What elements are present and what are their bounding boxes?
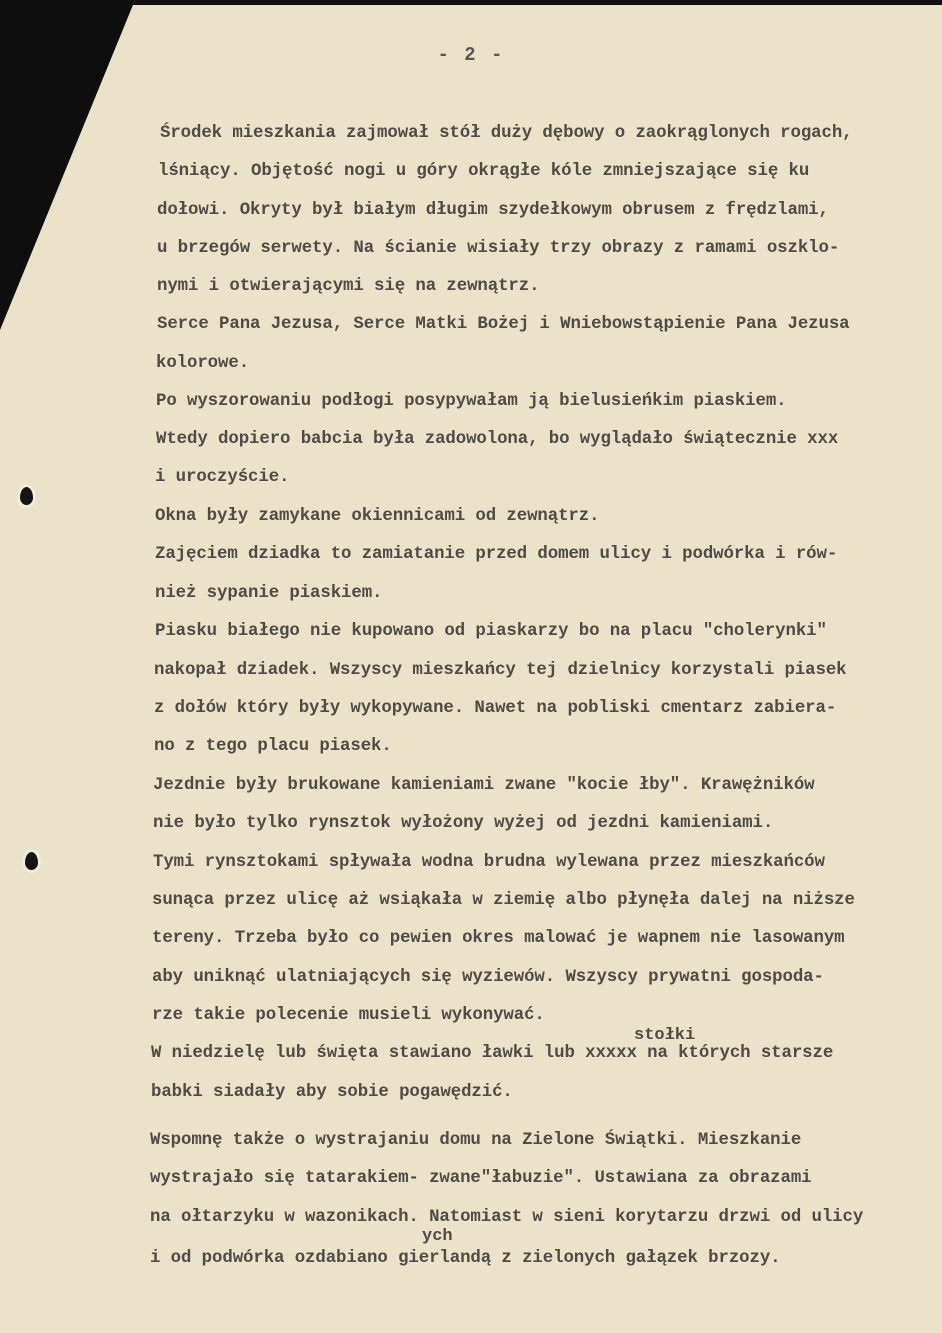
text-line-13: nież sypanie piaskiem. xyxy=(155,584,383,603)
punch-hole-top xyxy=(20,487,33,505)
text-line-25: W niedzielę lub święta stawiano ławki lub xxxxx na których starsze xyxy=(151,1044,834,1063)
text-line-26: babki siadały aby sobie pogawędzić. xyxy=(151,1083,513,1102)
punch-hole-bottom xyxy=(25,852,38,870)
text-line-15: nakopał dziadek. Wszyscy mieszkańcy tej dzielnicy korzystali piasek xyxy=(154,661,847,680)
text-line-30: i od podwórka ozdabiano gierlandą z zielonych gałązek brzozy. xyxy=(150,1249,781,1268)
text-line-16: z dołów który były wykopywane. Nawet na pobliski cmentarz zabiera- xyxy=(154,699,837,718)
text-line-4: u brzegów serwety. Na ścianie wisiały trzy obrazy z ramami oszklo- xyxy=(157,239,840,258)
text-line-27: Wspomnę także o wystrajaniu domu na Zielone Świątki. Mieszkanie xyxy=(150,1131,802,1150)
text-line-8: Po wyszorowaniu podłogi posypywałam ją bielusieńkim piaskiem. xyxy=(156,392,787,411)
text-line-29: na ołtarzyku w wazonikach. Natomiast w sieni korytarzu drzwi od ulicy xyxy=(150,1208,864,1227)
text-line-3: dołowi. Okryty był białym długim szydełkowym obrusem z frędzlami, xyxy=(157,201,829,220)
text-line-18: Jezdnie były brukowane kamieniami zwane "kocie łby". Krawężników xyxy=(153,776,815,795)
insertion-stolki: stołki xyxy=(634,1026,696,1045)
text-line-9: Wtedy dopiero babcia była zadowolona, bo wyglądało świątecznie xxx xyxy=(156,430,839,449)
text-line-7: kolorowe. xyxy=(156,354,250,373)
text-line-5: nymi i otwierającymi się na zewnątrz. xyxy=(157,277,540,296)
text-line-12: Zajęciem dziadka to zamiatanie przed domem ulicy i podwórka i rów- xyxy=(155,545,838,564)
text-line-6: Serce Pana Jezusa, Serce Matki Bożej i Wniebowstąpienie Pana Jezusa xyxy=(157,315,850,334)
text-line-19: nie było tylko rynsztok wyłożony wyżej od jezdni kamieniami. xyxy=(153,814,774,833)
text-line-20: Tymi rynsztokami spływała wodna brudna wylewana przez mieszkańców xyxy=(153,853,825,872)
page-number: - 2 - xyxy=(437,44,505,66)
text-line-2: lśniący. Objętość nogi u góry okrągłe kóle zmniejszające się ku xyxy=(158,162,810,181)
text-line-21: sunąca przez ulicę aż wsiąkała w ziemię albo płynęła dalej na niższe xyxy=(152,891,855,910)
text-line-17: no z tego placu piasek. xyxy=(154,737,392,756)
insertion-ych: ych xyxy=(422,1227,453,1246)
text-line-10: i uroczyście. xyxy=(155,468,290,487)
text-line-22: tereny. Trzeba było co pewien okres malować je wapnem nie lasowanym xyxy=(152,929,845,948)
text-line-1: Środek mieszkania zajmował stół duży dębowy o zaokrąglonych rogach, xyxy=(160,124,853,143)
text-line-11: Okna były zamykane okiennicami od zewnątrz. xyxy=(155,507,600,526)
text-line-23: aby uniknąć ulatniających się wyziewów. Wszyscy prywatni gospoda- xyxy=(152,968,824,987)
text-line-24: rze takie polecenie musieli wykonywać. xyxy=(152,1006,545,1025)
text-line-14: Piasku białego nie kupowano od piaskarzy bo na placu "cholerynki" xyxy=(155,622,827,641)
text-line-28: wystrajało się tatarakiem- zwane"łabuzie". Ustawiana za obrazami xyxy=(150,1169,812,1188)
